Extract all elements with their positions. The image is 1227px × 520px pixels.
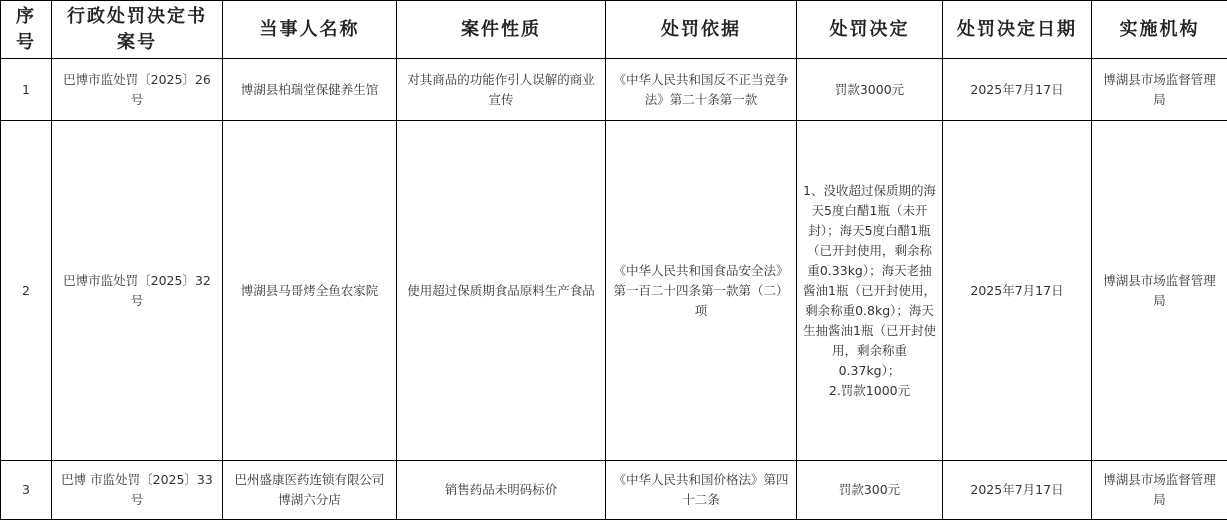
cell-basis: 《中华人民共和国价格法》第四十二条 [606, 461, 797, 520]
cell-index: 2 [1, 121, 52, 461]
cell-party: 博湖县马哥烤全鱼农家院 [223, 121, 397, 461]
header-decision-no: 行政处罚决定书案号 [52, 1, 223, 59]
table-row [1, 59, 1227, 121]
header-nature: 案件性质 [397, 1, 606, 59]
cell-date: 2025年7月17日 [943, 59, 1092, 121]
cell-party: 巴州盛康医药连锁有限公司博湖六分店 [223, 461, 397, 520]
cell-date: 2025年7月17日 [943, 461, 1092, 520]
cell-decision-no: 巴博市监处罚〔2025〕32号 [52, 121, 223, 461]
cell-index: 1 [1, 59, 52, 121]
cell-decision-no: 巴博 市监处罚〔2025〕33号 [52, 461, 223, 520]
cell-basis: 《中华人民共和国食品安全法》第一百二十四条第一款第（二）项 [606, 121, 797, 461]
header-row [1, 1, 1227, 59]
cell-nature: 销售药品未明码标价 [397, 461, 606, 520]
cell-party: 博湖县柏瑞堂保健养生馆 [223, 59, 397, 121]
cell-agency: 博湖县市场监督管理局 [1092, 461, 1227, 520]
cell-date: 2025年7月17日 [943, 121, 1092, 461]
cell-decision [797, 121, 943, 461]
cell-decision: 罚款3000元 [797, 59, 943, 121]
cell-nature: 使用超过保质期食品原料生产食品 [397, 121, 606, 461]
cell-nature: 对其商品的功能作引人误解的商业宣传 [397, 59, 606, 121]
table-row [1, 461, 1227, 520]
header-date: 处罚决定日期 [943, 1, 1092, 59]
header-decision: 处罚决定 [797, 1, 943, 59]
cell-agency: 博湖县市场监督管理局 [1092, 121, 1227, 461]
cell-basis: 《中华人民共和国反不正当竞争法》第二十条第一款 [606, 59, 797, 121]
cell-decision: 罚款300元 [797, 461, 943, 520]
header-index: 序号 [1, 1, 52, 59]
table-row [1, 121, 1227, 461]
cell-index: 3 [1, 461, 52, 520]
header-agency: 实施机构 [1092, 1, 1227, 59]
cell-decision-no: 巴博市监处罚〔2025〕26号 [52, 59, 223, 121]
decision-item-fine: 2.罚款1000元 [803, 381, 936, 401]
decision-item-confiscation: 1、没收超过保质期的海天5度白醋1瓶（未开封）；海天5度白醋1瓶（已开封使用，剩余称重0.33kg）；海天老抽酱油1瓶（已开封使用，剩余称重0.8kg）；海天生抽酱油1瓶（已开封使用，剩余称重0.37kg）； [803, 181, 936, 381]
header-party: 当事人名称 [223, 1, 397, 59]
header-basis: 处罚依据 [606, 1, 797, 59]
cell-agency: 博湖县市场监督管理局 [1092, 59, 1227, 121]
